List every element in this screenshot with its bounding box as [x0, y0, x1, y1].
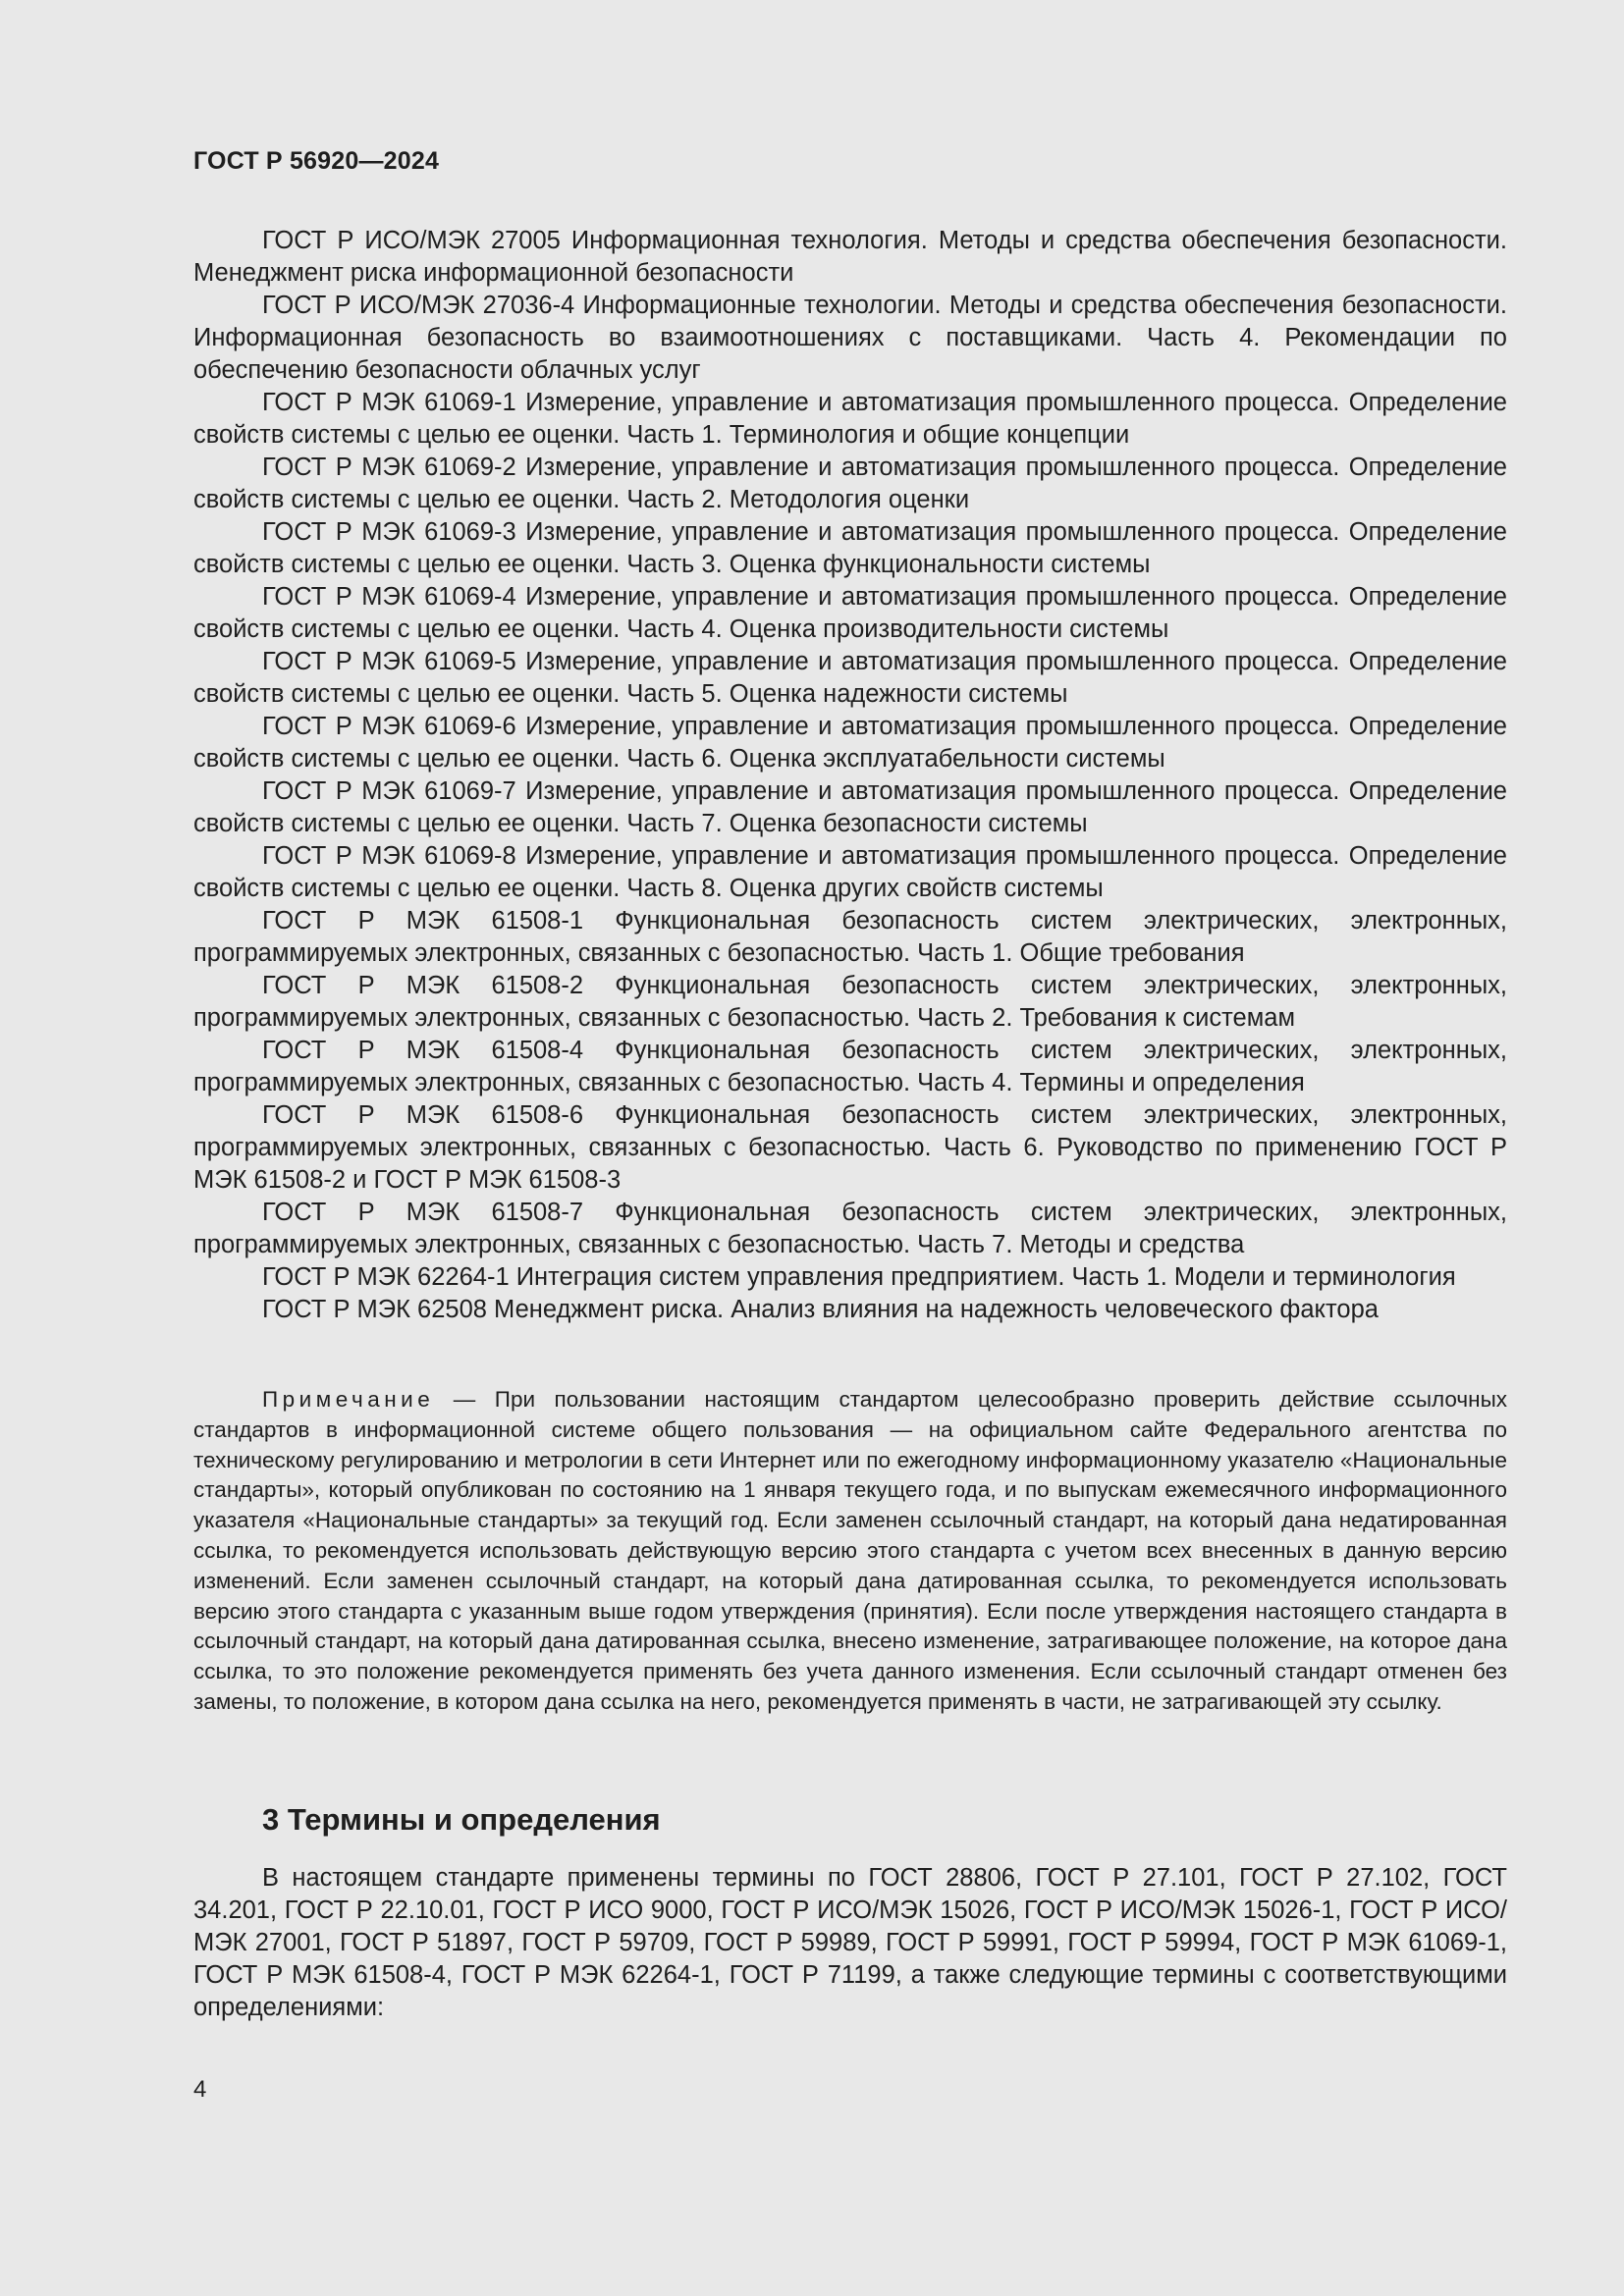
reference-item: ГОСТ Р МЭК 61069-2 Измерение, управление и автоматизация промышленного процесса. Определение свойств системы с целью ее оценки. Часть 2. Методология оценки — [193, 454, 1507, 513]
reference-item: ГОСТ Р ИСО/МЭК 27036-4 Информационные технологии. Методы и средства обеспечения безопасности. Информационная безопасность во взаимоотношениях с поставщиками. Часть 4. Рекомендации по обеспечению безопасности облачных услуг — [193, 292, 1507, 384]
reference-item: ГОСТ Р МЭК 61069-1 Измерение, управление и автоматизация промышленного процесса. Определение свойств системы с целью ее оценки. Часть 1. Терминология и общие концепции — [193, 389, 1507, 449]
note-label: Примечание — [262, 1387, 435, 1412]
page-number: 4 — [193, 2076, 207, 2103]
note-text: — При пользовании настоящим стандартом целесообразно проверить действие ссылочных стандартов в информационной системе общего пользования — на официальном сайте Федерального агентства по техническому регулированию и метрологии в сети Интернет или по ежегодному информационному указателю «Национальные стандарты», который опубликован по состоянию на 1 января текущего года, и по выпускам ежемесячного информационного указателя «Национальные стандарты» за текущий год. Если заменен ссылочный стандарт, на который дана недатированная ссылка, то рекомендуется использовать действующую версию этого стандарта с учетом всех внесенных в данную версию изменений. Если заменен ссылочный стандарт, на который дана датированная ссылка, то рекомендуется использовать версию этого стандарта с указанным выше годом утверждения (принятия). Если после утверждения настоящего стандарта в ссылочный стандарт, на который дана датированная ссылка, внесено изменение, затрагивающее положение, на которое дана ссылка, то это положение рекомендуется применять без учета данного изменения. Если ссылочный стандарт отменен без замены, то положение, в котором дана ссылка на него, рекомендуется применять в части, не затрагивающей эту ссылку. — [193, 1387, 1507, 1714]
reference-item: ГОСТ Р МЭК 61069-5 Измерение, управление и автоматизация промышленного процесса. Определение свойств системы с целью ее оценки. Часть 5. Оценка надежности системы — [193, 648, 1507, 708]
reference-item: ГОСТ Р МЭК 61508-4 Функциональная безопасность систем электрических, электронных, программируемых электронных, связанных с безопасностью. Часть 4. Термины и определения — [193, 1037, 1507, 1096]
reference-item: ГОСТ Р МЭК 61069-4 Измерение, управление и автоматизация промышленного процесса. Определение свойств системы с целью ее оценки. Часть 4. Оценка производительности системы — [193, 583, 1507, 643]
reference-item: ГОСТ Р МЭК 62508 Менеджмент риска. Анализ влияния на надежность человеческого фактора — [262, 1296, 1379, 1323]
reference-item: ГОСТ Р МЭК 61508-1 Функциональная безопасность систем электрических, электронных, программируемых электронных, связанных с безопасностью. Часть 1. Общие требования — [193, 907, 1507, 967]
reference-item: ГОСТ Р МЭК 61069-6 Измерение, управление и автоматизация промышленного процесса. Определение свойств системы с целью ее оценки. Часть 6. Оценка эксплуатабельности системы — [193, 713, 1507, 773]
reference-item: ГОСТ Р ИСО/МЭК 27005 Информационная технология. Методы и средства обеспечения безопасности. Менеджмент риска информационной безопасности — [193, 227, 1507, 287]
reference-item: ГОСТ Р МЭК 61069-7 Измерение, управление и автоматизация промышленного процесса. Определение свойств системы с целью ее оценки. Часть 7. Оценка безопасности системы — [193, 777, 1507, 837]
normative-references-list — [193, 225, 1507, 1326]
document-id-header: ГОСТ Р 56920—2024 — [193, 147, 440, 175]
reference-item: ГОСТ Р МЭК 61508-7 Функциональная безопасность систем электрических, электронных, программируемых электронных, связанных с безопасностью. Часть 7. Методы и средства — [193, 1199, 1507, 1258]
reference-item: ГОСТ Р МЭК 61069-8 Измерение, управление и автоматизация промышленного процесса. Определение свойств системы с целью ее оценки. Часть 8. Оценка других свойств системы — [193, 842, 1507, 902]
note-paragraph — [193, 1385, 1507, 1718]
terms-intro-paragraph: В настоящем стандарте применены термины по ГОСТ 28806, ГОСТ Р 27.101, ГОСТ Р 27.102, ГОСТ 34.201, ГОСТ Р 22.10.01, ГОСТ Р ИСО 9000, ГОСТ Р ИСО/МЭК 15026, ГОСТ Р ИСО/МЭК 15026-1, ГОСТ Р ИСО/МЭК 27001, ГОСТ Р 51897, ГОСТ Р 59709, ГОСТ Р 59989, ГОСТ Р 59991, ГОСТ Р 59994, ГОСТ Р МЭК 61069-1, ГОСТ Р МЭК 61508-4, ГОСТ Р МЭК 62264-1, ГОСТ Р 71199, а также следующие термины с соответствующими определениями: — [193, 1864, 1507, 2021]
section-title: 3 Термины и определения — [262, 1802, 661, 1837]
reference-item: ГОСТ Р МЭК 61508-6 Функциональная безопасность систем электрических, электронных, программируемых электронных, связанных с безопасностью. Часть 6. Руководство по применению ГОСТ Р МЭК 61508-2 и ГОСТ Р МЭК 61508-3 — [193, 1101, 1507, 1194]
reference-item: ГОСТ Р МЭК 62264-1 Интеграция систем управления предприятием. Часть 1. Модели и терминология — [262, 1263, 1456, 1291]
reference-item: ГОСТ Р МЭК 61508-2 Функциональная безопасность систем электрических, электронных, программируемых электронных, связанных с безопасностью. Часть 2. Требования к системам — [193, 972, 1507, 1032]
reference-item: ГОСТ Р МЭК 61069-3 Измерение, управление и автоматизация промышленного процесса. Определение свойств системы с целью ее оценки. Часть 3. Оценка функциональности системы — [193, 518, 1507, 578]
